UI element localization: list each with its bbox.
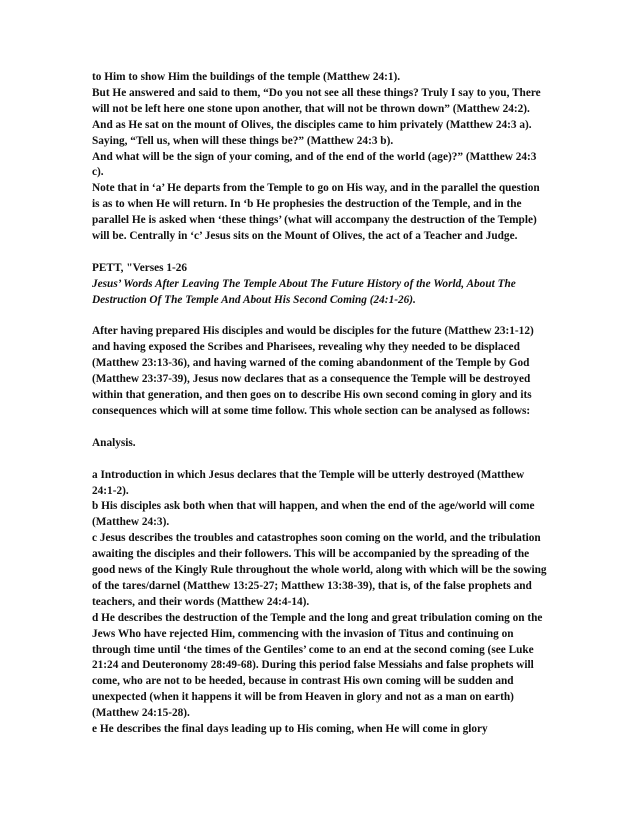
verse-24-1-text: to Him to show Him the buildings of the temple (Matthew 24:1). bbox=[92, 71, 401, 83]
document-page bbox=[92, 70, 547, 738]
verse-24-3c-text: And what will be the sign of your coming, and of the end of the world (age)?” (Matthew 24:3 c). bbox=[92, 150, 537, 179]
analysis-label: Analysis. bbox=[92, 436, 136, 449]
analysis-item-a: a Introduction in which Jesus declares that the Temple will be utterly destroyed (Matthew 24:1-2). bbox=[92, 468, 525, 497]
intro-paragraph: After having prepared His disciples and would be disciples for the future (Matthew 23:1-12) and having exposed the Scribes and Pharisees, revealing why they needed to be displaced (Matthew 23:13-36), and having warned of the coming abandonment of the Temple by God (Matthew 23:37-39), Jesus now declares that as a consequence the Temple will be destroyed within that generation, and then goes on to describe His own second coming in glory and its consequences which will at some time follow. This whole section can be analysed as follows: bbox=[92, 325, 534, 417]
analysis-item-c: c Jesus describes the troubles and catastrophes soon coming on the world, and the tribulation awaiting the disciples and their followers. This will be accompanied by the spreading of the good news of the Kingly Rule throughout the whole world, along with which will be the sowing of the tares/darnel (Matthew 13:25-27; Matthew 13:38-39), that is, of the false prophets and teachers, and their words (Matthew 24:4-14). bbox=[92, 532, 547, 608]
paragraph-gap bbox=[92, 420, 547, 436]
verse-24-3a-text: And as He sat on the mount of Olives, the disciples came to him privately (Matthew 24:3 a). bbox=[92, 118, 532, 131]
paragraph-gap bbox=[92, 452, 547, 468]
paragraph-gap bbox=[92, 309, 547, 325]
verse-24-2-text: But He answered and said to them, “Do you not see all these things? Truly I say to you, There will not be left here one stone upon another, that will not be thrown down” (Matthew 24:2). bbox=[92, 86, 541, 115]
analysis-item-d: d He describes the destruction of the Temple and the long and great tribulation coming on the Jews Who have rejected Him, commencing with the invasion of Titus and continuing on through time until ‘the times of the Gentiles’ come to an end at the second coming (see Luke 21:24 and Deuteronomy 28:49-68). During this period false Messiahs and false prophets will come, who are not to be heeded, because in contrast His own coming will be sudden and unexpected (when it happens it will be from Heaven in glory and not as a man on earth) (Matthew 24:15-28). bbox=[92, 611, 543, 720]
section-heading: Jesus’ Words After Leaving The Temple About The Future History of the World, About The Destruction Of The Temple And About His Second Coming (24:1-26). bbox=[92, 277, 516, 306]
verse-24-3b-text: Saying, “Tell us, when will these things be?” (Matthew 24:3 b). bbox=[92, 134, 394, 147]
analysis-item-b: b His disciples ask both when that will happen, and when the end of the age/world will come (Matthew 24:3). bbox=[92, 500, 535, 529]
paragraph-gap bbox=[92, 245, 547, 261]
pett-source-title: PETT, "Verses 1-26 bbox=[92, 261, 188, 274]
chiasm-note: Note that in ‘a’ He departs from the Temple to go on His way, and in the parallel the question is as to when He will return. In ‘b He prophesies the destruction of the Temple, and in the parallel He is asked when ‘these things’ (what will accompany the destruction of the Temple) will be. Centrally in ‘c’ Jesus sits on the Mount of Olives, the act of a Teacher and Judge. bbox=[92, 182, 540, 243]
analysis-item-e: e He describes the final days leading up to His coming, when He will come in glory bbox=[92, 723, 488, 736]
